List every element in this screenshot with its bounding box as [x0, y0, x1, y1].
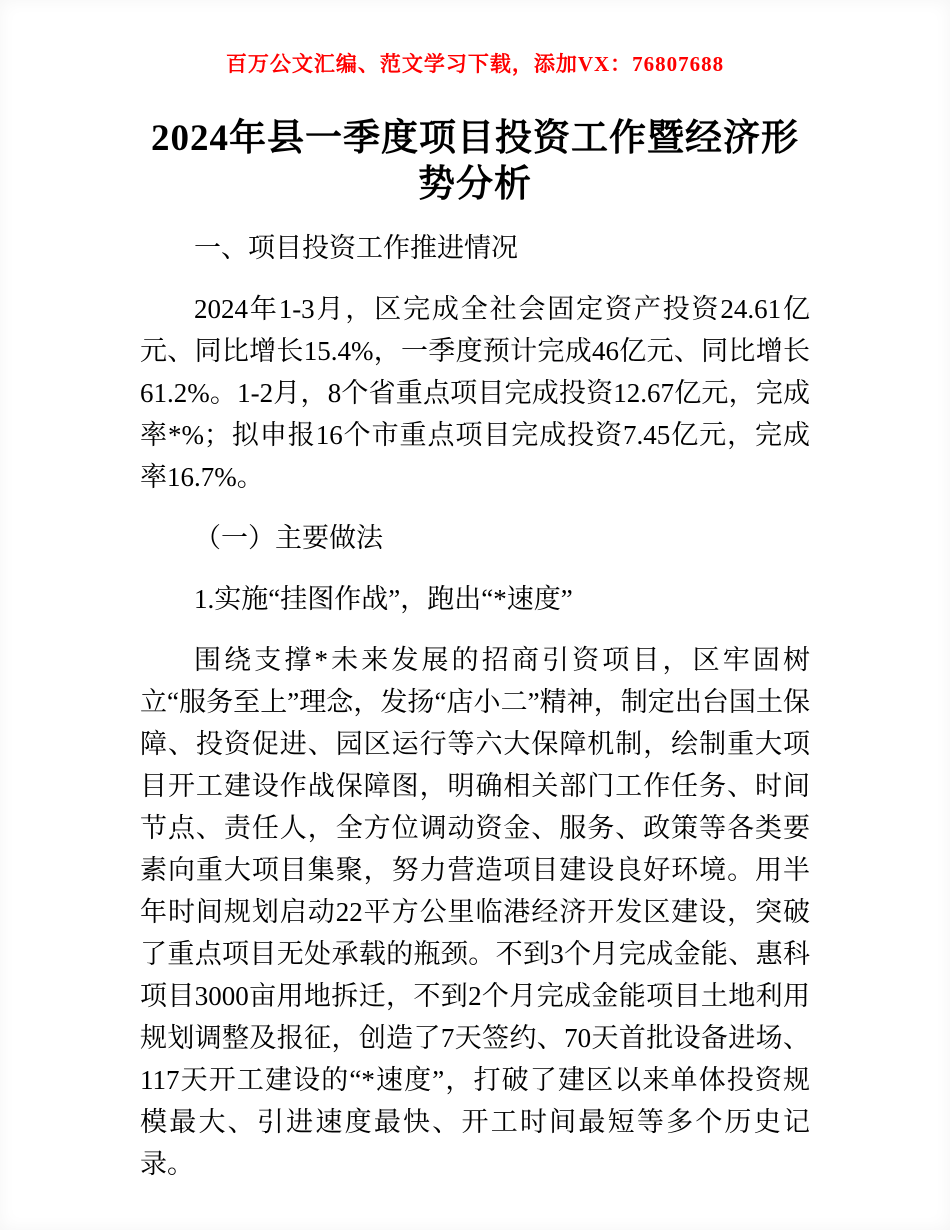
- point-heading-mapped-operations: 1.实施“挂图作战”，跑出“*速度”: [194, 583, 573, 614]
- section-heading-project-investment: 一、项目投资工作推进情况: [194, 232, 518, 263]
- paragraph-mapped-operations-detail: 围绕支撑*未来发展的招商引资项目，区牢固树立“服务至上”理念，发扬“店小二”精神，制定出台国土保障、投资促进、园区运行等六大保障机制，绘制重大项目开工建设作战保障图，明确相关部门工作任务、时间节点、责任人，全方位调动资金、服务、政策等各类要素向重大项目集聚，努力营造项目建设良好环境。用半年时间规划启动22平方公里临港经济开发区建设，突破了重点项目无处承载的瓶颈。不到3个月完成金能、惠科项目3000亩用地拆迁，不到2个月完成金能项目土地利用规划调整及报征，创造了7天签约、70天首批设备进场、117天开工建设的“*速度”，打破了建区以来单体投资规模最大、引进速度最快、开工时间最短等多个历史记录。: [140, 644, 810, 1179]
- document-title: 2024年县一季度项目投资工作暨经济形势分析: [151, 118, 799, 206]
- paragraph-investment-overview: 2024年1-3月，区完成全社会固定资产投资24.61亿元、同比增长15.4%，一季度预计完成46亿元、同比增长61.2%。1-2月，8个省重点项目完成投资12.67亿元，完成率*%；拟申报16个市重点项目完成投资7.45亿元，完成率16.7%。: [140, 293, 810, 492]
- header-notice-text: 百万公文汇编、范文学习下载，添加VX：76807688: [225, 52, 725, 76]
- subsection-heading-main-practices: （一）主要做法: [194, 522, 383, 553]
